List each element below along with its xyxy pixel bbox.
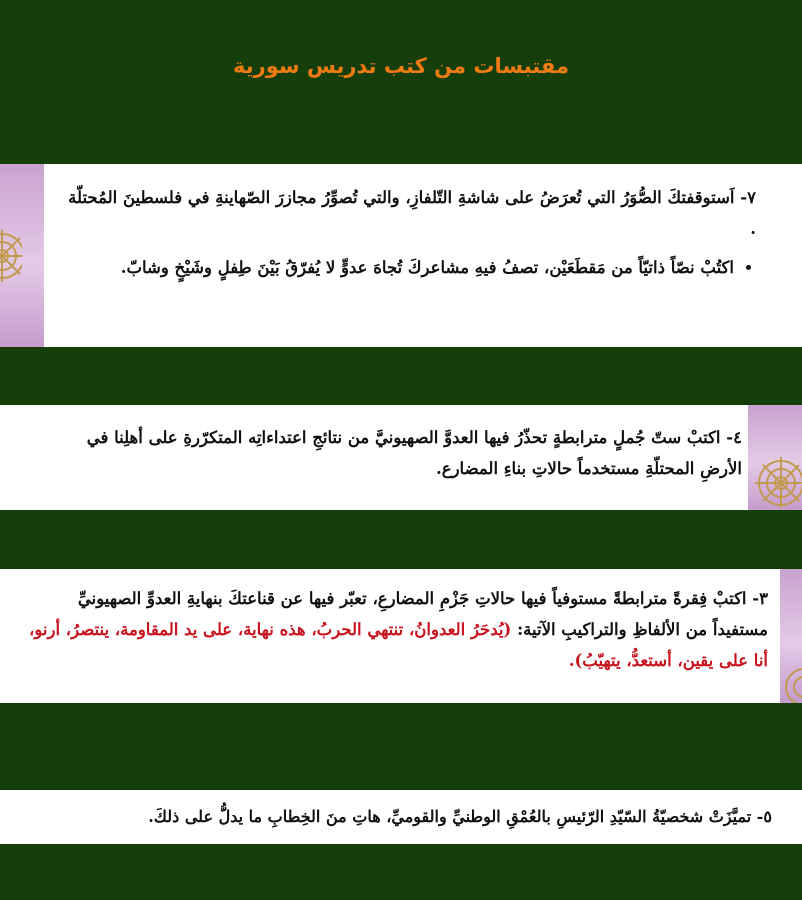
question-number: ٣- (752, 589, 768, 608)
question-number: ٥- (756, 807, 772, 826)
question-body: اكتبْ ستّ جُملٍ مترابطةٍ تحذّرُ فيها العدوَّ الصهيونيَّ من نتائجِ اعتداءاتِه المتكرّرةِ على أهلِنا في الأرضِ المحتلّةِ مستخدماً حالاتِ بناءِ المضارع. (86, 428, 742, 478)
ornament-star-icon (754, 438, 802, 508)
ornament-strip (748, 405, 802, 510)
ornament-strip (780, 569, 802, 703)
question-body: اَستوقفتكَ الصُّوَرُ التي تُعرَضُ على شاشةِ التّلفازِ، والتي تُصوِّرُ مجازرَ الصّهاينةِ في فلسطينَ المُحتلّة . (68, 188, 756, 238)
highlighted-terms: (يُدحَرُ العدوانُ، تنتهي الحربُ، هذه نهاية، على يد المقاومة، ينتصرُ، أرنو، أنا على يقين، أستعدُّ، يتهيّبُ). (29, 620, 768, 670)
ornament-star-icon (780, 643, 802, 703)
bullet-list (58, 252, 756, 283)
question-card-5 (0, 790, 802, 844)
question-body: تميَّزَتْ شخصيّةُ السّيّدِ الرّئيسِ بالعُمْقِ الوطنيِّ والقوميِّ، هاتِ منَ الخِطابِ ما يدلُّ على ذلكَ. (148, 807, 752, 826)
question-body: اكتبْ فِقرةً مترابطةً مستوفياً فيها حالاتِ جَزْمِ المضارعِ، تعبّر فيها عن قناعتكَ بنهايةِ العدوِّ الصهيونيِّ مستفيداً من الألفاظِ والتراكيبِ الآتية: (77, 589, 768, 639)
question-card-3 (0, 569, 802, 703)
question-text (22, 583, 768, 676)
ornament-star-icon (0, 221, 22, 291)
question-number: ٤- (726, 428, 742, 447)
question-number: ٧- (740, 188, 756, 207)
question-text (58, 182, 756, 244)
question-card-7 (0, 164, 802, 347)
list-item: • اكتُبْ نصّاً ذاتيّاً من مَقطَعَيْن، تصفُ فيهِ مشاعركَ تُجاهَ عدوٍّ لا يُفرّقُ بَيْنَ طِفلٍ وشَيْخٍ وشابّ. (58, 252, 734, 283)
question-text (40, 422, 742, 484)
page-title: مقتبسات من كتب تدريس سورية (233, 54, 569, 78)
question-card-4 (0, 405, 802, 510)
ornament-strip (0, 164, 44, 347)
question-text (10, 801, 772, 832)
